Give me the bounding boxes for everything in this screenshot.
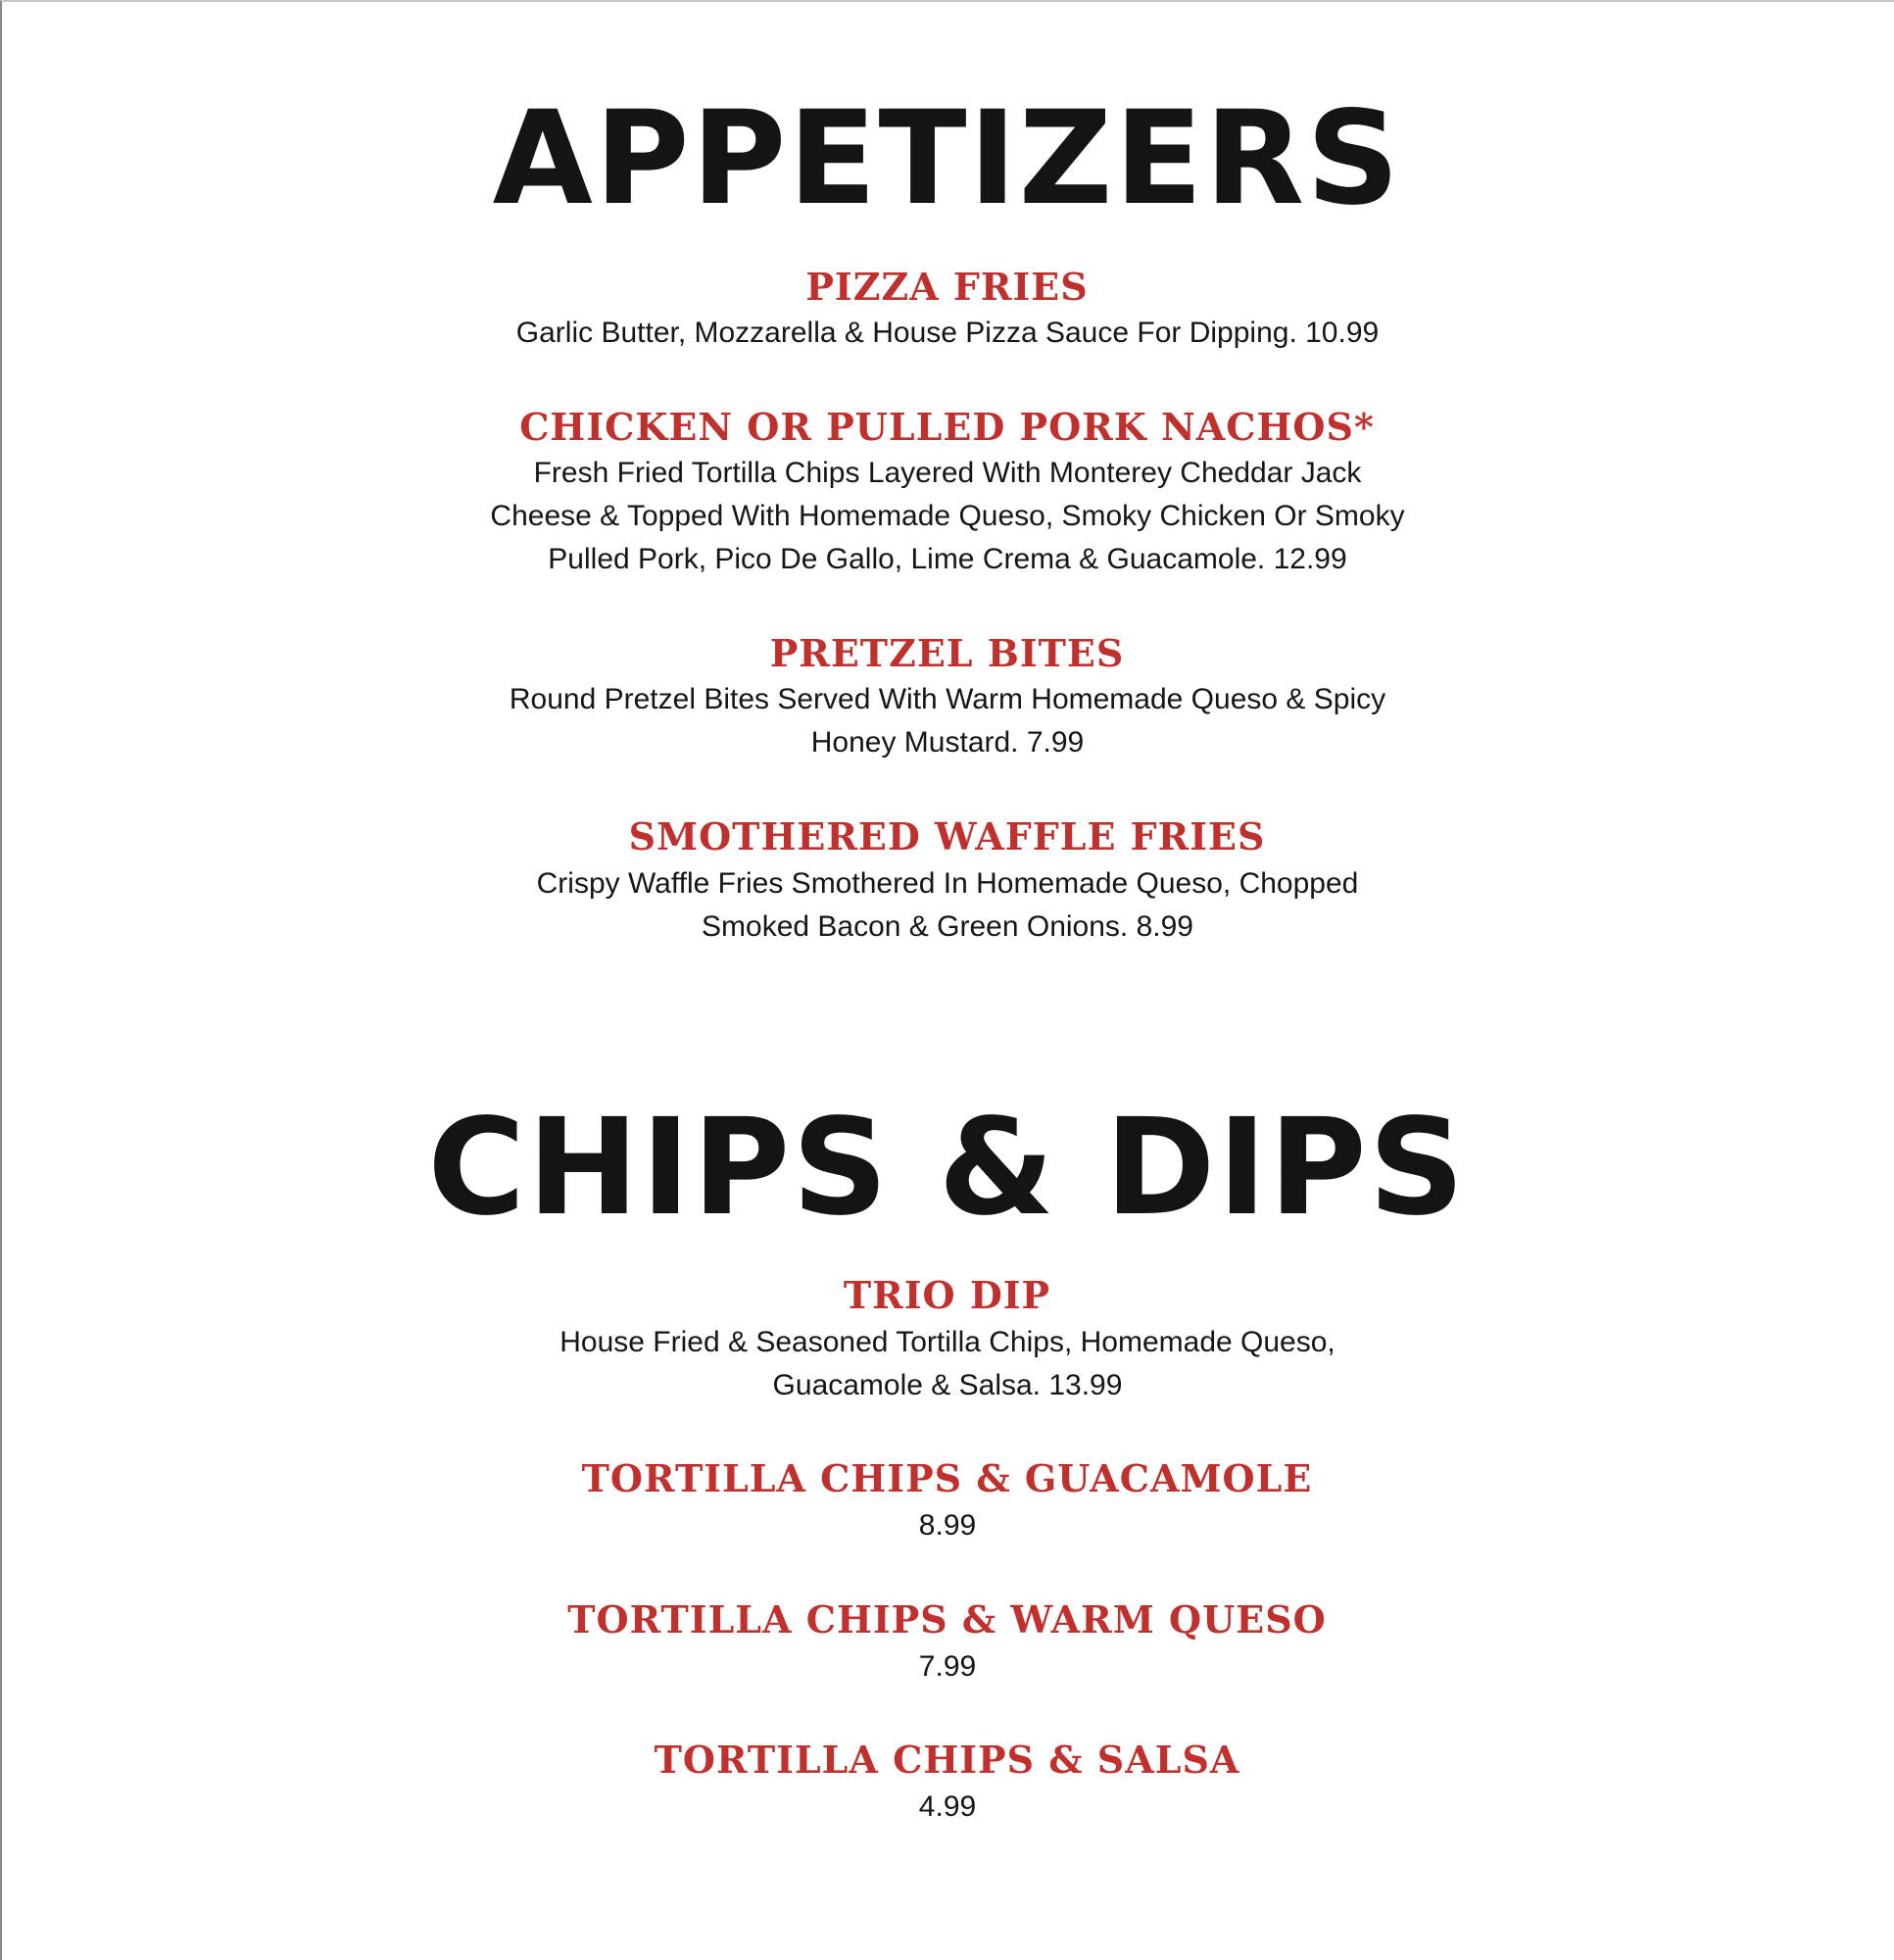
- description-line: Fresh Fried Tortilla Chips Layered With Monterey Cheddar Jack: [533, 457, 1362, 489]
- item-name-smothered-waffle-fries: SMOTHERED WAFFLE FRIES: [628, 814, 1266, 858]
- description-line: Guacamole & Salsa. 13.99: [772, 1369, 1123, 1401]
- description-line: Smoked Bacon & Green Onions. 8.99: [702, 910, 1193, 943]
- item-name-tortilla-chips-and-salsa: TORTILLA CHIPS & SALSA: [654, 1738, 1240, 1782]
- item-name-pretzel-bites: PRETZEL BITES: [769, 631, 1125, 675]
- item-description-chicken-or-pulled-pork-nachos: [360, 452, 1535, 581]
- description-line: Garlic Butter, Mozzarella & House Pizza Sauce For Dipping. 10.99: [515, 317, 1380, 349]
- item-price: 7.99: [918, 1650, 977, 1683]
- description-line: Round Pretzel Bites Served With Warm Homemade Queso & Spicy: [509, 683, 1386, 715]
- item-name-pizza-fries: PIZZA FRIES: [805, 265, 1089, 309]
- section-title-appetizers: APPETIZERS: [492, 83, 1402, 234]
- description-line: Cheese & Topped With Homemade Queso, Smoky Chicken Or Smoky: [490, 500, 1405, 532]
- item-description-trio-dip: [360, 1321, 1535, 1407]
- description-line: Crispy Waffle Fries Smothered In Homemade Queso, Chopped: [536, 867, 1359, 900]
- item-name-tortilla-chips-and-guacamole: TORTILLA CHIPS & GUACAMOLE: [581, 1456, 1313, 1500]
- description-line: Honey Mustard. 7.99: [810, 726, 1085, 759]
- description-line: Pulled Pork, Pico De Gallo, Lime Crema & Guacamole. 12.99: [548, 543, 1347, 575]
- item-name-chicken-or-pulled-pork-nachos: CHICKEN OR PULLED PORK NACHOS*: [519, 405, 1375, 449]
- item-description-pizza-fries: [360, 312, 1535, 355]
- item-name-trio-dip: TRIO DIP: [843, 1273, 1051, 1317]
- item-description-smothered-waffle-fries: [360, 862, 1535, 949]
- description-line: House Fried & Seasoned Tortilla Chips, Homemade Queso,: [559, 1326, 1336, 1358]
- item-description-tortilla-chips-and-guacamole: [360, 1504, 1535, 1547]
- item-name-tortilla-chips-and-warm-queso: TORTILLA CHIPS & WARM QUESO: [567, 1597, 1327, 1642]
- item-description-pretzel-bites: [360, 678, 1535, 764]
- item-description-tortilla-chips-and-warm-queso: [360, 1645, 1535, 1689]
- item-price: 8.99: [918, 1509, 977, 1542]
- item-price: 4.99: [918, 1790, 977, 1823]
- item-description-tortilla-chips-and-salsa: [360, 1786, 1535, 1829]
- section-title-chips-and-dips: CHIPS & DIPS: [427, 1091, 1467, 1246]
